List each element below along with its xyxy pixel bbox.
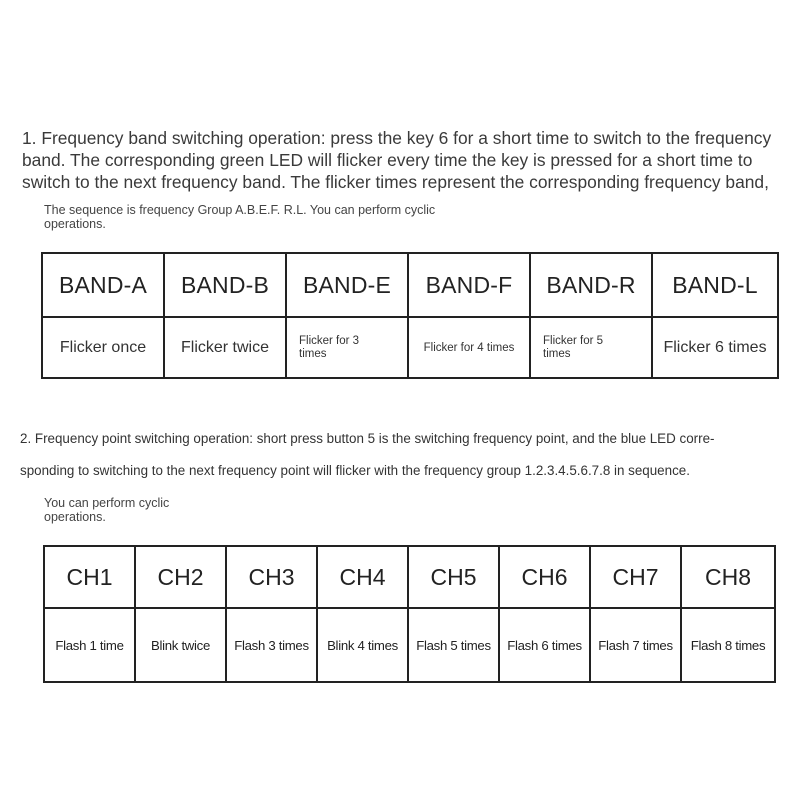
channel-value: Flash 8 times — [681, 608, 775, 682]
band-value-line: Flicker for 3 — [299, 334, 360, 347]
band-header: BAND-B — [164, 253, 286, 317]
section1-line: switch to the next frequency band. The flicker times represent the corresponding frequency band, — [22, 172, 769, 192]
channel-header: CH3 — [226, 546, 317, 608]
band-value-line: Flicker for 5 — [543, 334, 604, 347]
band-value — [286, 317, 408, 378]
channel-header: CH5 — [408, 546, 499, 608]
section2-note — [44, 496, 169, 524]
band-header: BAND-R — [530, 253, 652, 317]
band-value: Flicker once — [42, 317, 164, 378]
channel-value: Flash 1 time — [44, 608, 135, 682]
band-header-row — [42, 253, 778, 317]
section1-note — [44, 203, 435, 231]
section1-paragraph — [22, 127, 797, 193]
band-table — [41, 252, 779, 379]
channel-header: CH8 — [681, 546, 775, 608]
band-value-line: times — [543, 347, 571, 360]
channel-value: Flash 5 times — [408, 608, 499, 682]
section1-line: 1. Frequency band switching operation: press the key 6 for a short time to switch to the frequency — [22, 128, 772, 148]
band-header: BAND-L — [652, 253, 778, 317]
band-header: BAND-E — [286, 253, 408, 317]
section2-note-line: You can perform cyclic — [44, 496, 170, 510]
band-header: BAND-F — [408, 253, 530, 317]
channel-value-row — [44, 608, 775, 682]
band-value: Flicker for 4 times — [408, 317, 530, 378]
section1-line: band. The corresponding green LED will flicker every time the key is pressed for a short time to — [22, 150, 753, 170]
channel-header-row — [44, 546, 775, 608]
channel-header: CH7 — [590, 546, 681, 608]
band-value-line: times — [299, 347, 327, 360]
channel-value: Flash 6 times — [499, 608, 590, 682]
section1-note-line: operations. — [44, 217, 106, 231]
channel-header: CH2 — [135, 546, 226, 608]
channel-value: Flash 7 times — [590, 608, 681, 682]
channel-value: Blink 4 times — [317, 608, 408, 682]
band-value: Flicker 6 times — [652, 317, 778, 378]
section2-note-line: operations. — [44, 510, 106, 524]
channel-header: CH6 — [499, 546, 590, 608]
channel-header: CH4 — [317, 546, 408, 608]
section2-line: 2. Frequency point switching operation: short press button 5 is the switching frequency point, and the blue LED corre- — [20, 431, 715, 446]
channel-table — [43, 545, 776, 683]
section1-note-line: The sequence is frequency Group A.B.E.F. R.L. You can perform cyclic — [44, 203, 436, 217]
channel-value: Blink twice — [135, 608, 226, 682]
band-value — [530, 317, 652, 378]
band-header: BAND-A — [42, 253, 164, 317]
band-value: Flicker twice — [164, 317, 286, 378]
section2-line: sponding to switching to the next frequency point will flicker with the frequency group 1.2.3.4.5.6.7.8 in sequence. — [20, 463, 690, 478]
band-value-row — [42, 317, 778, 378]
channel-header: CH1 — [44, 546, 135, 608]
channel-value: Flash 3 times — [226, 608, 317, 682]
